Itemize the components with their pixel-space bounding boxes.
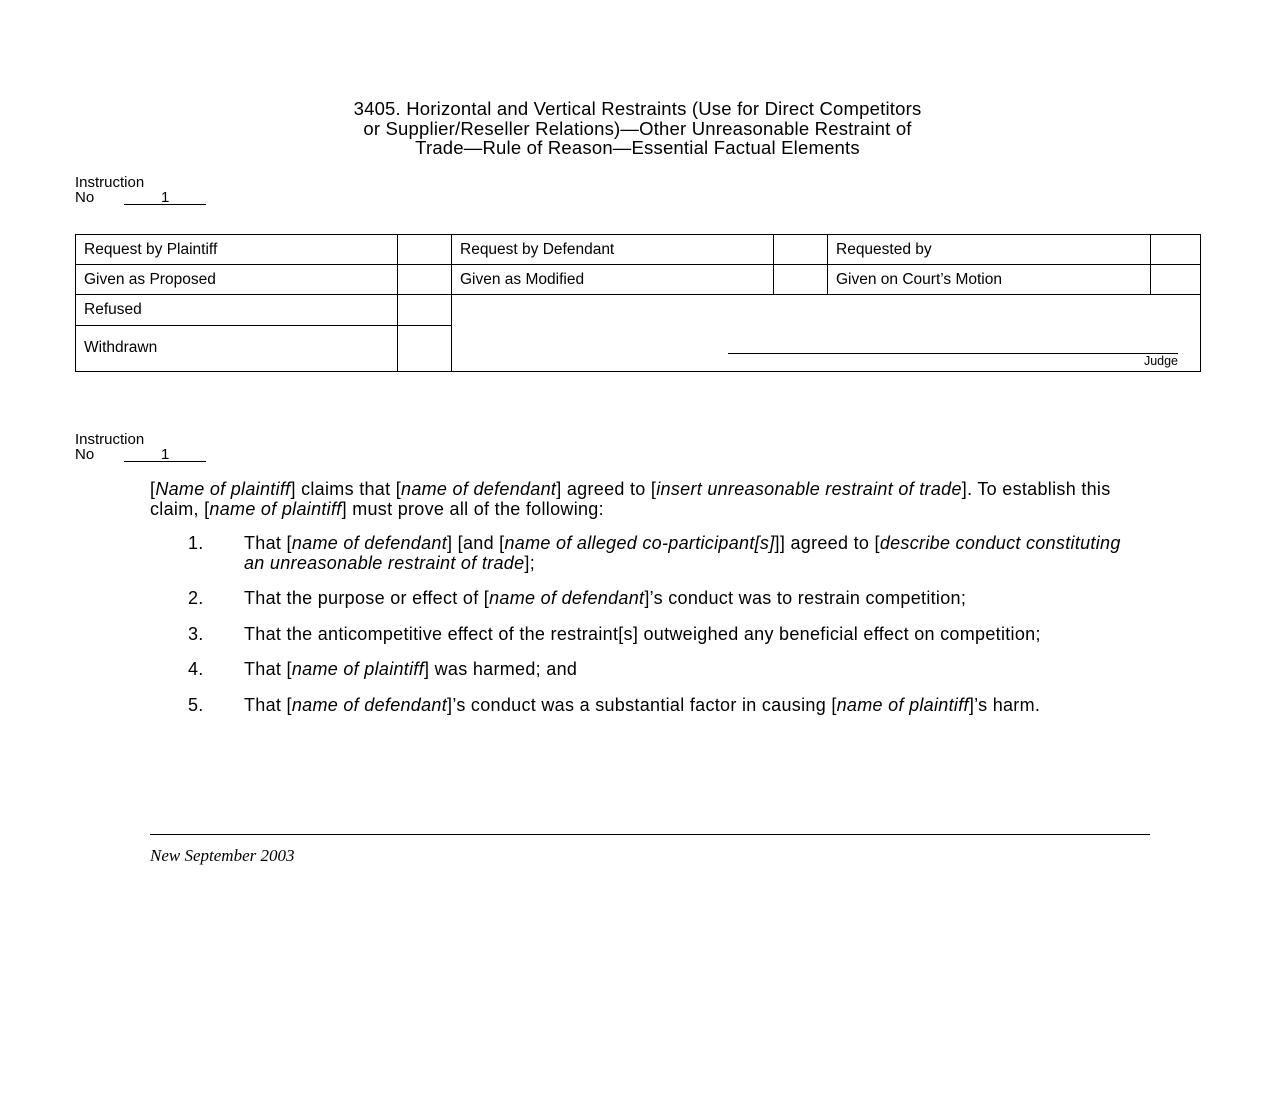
element-number: 3. bbox=[188, 623, 204, 644]
title-line-2: or Supplier/Reseller Relations)—Other Unreasonable Restraint of bbox=[363, 117, 912, 139]
title-line-3: Trade—Rule of Reason—Essential Factual Elements bbox=[415, 137, 860, 158]
requested-by-checkbox[interactable] bbox=[1151, 235, 1201, 265]
no-label: No bbox=[75, 189, 95, 206]
element-number: 5. bbox=[188, 694, 204, 715]
instruction-number-top bbox=[75, 175, 206, 205]
given-courts-motion-label: Given on Court’s Motion bbox=[828, 265, 1151, 295]
judge-signature-cell bbox=[452, 295, 1201, 372]
given-as-modified-checkbox[interactable] bbox=[774, 265, 828, 295]
instruction-label: Instruction bbox=[75, 431, 145, 448]
instruction-title bbox=[150, 99, 1125, 158]
element-number: 2. bbox=[188, 588, 204, 608]
given-as-proposed-checkbox[interactable] bbox=[398, 265, 452, 295]
instruction-number-bottom bbox=[75, 432, 206, 462]
element-item-1 bbox=[188, 534, 1140, 573]
instruction-number-field[interactable]: 1 bbox=[124, 191, 206, 205]
element-text: That the purpose or effect of [name of defendant]’s conduct was to restrain competition; bbox=[244, 588, 967, 608]
request-plaintiff-label: Request by Plaintiff bbox=[76, 235, 398, 265]
refused-label: Refused bbox=[76, 295, 398, 325]
request-defendant-checkbox[interactable] bbox=[774, 235, 828, 265]
withdrawn-checkbox[interactable] bbox=[398, 325, 452, 371]
element-item-3 bbox=[188, 625, 1140, 645]
withdrawn-label: Withdrawn bbox=[76, 325, 398, 371]
element-item-5 bbox=[188, 696, 1140, 716]
element-text: That [name of defendant]’s conduct was a substantial factor in causing [name of plaintiff]’s harm. bbox=[244, 694, 1041, 715]
element-item-2 bbox=[188, 589, 1140, 609]
footer-divider bbox=[150, 834, 1150, 835]
refused-checkbox[interactable] bbox=[398, 295, 452, 325]
instruction-number-field[interactable]: 1 bbox=[124, 448, 206, 462]
instruction-body bbox=[150, 480, 1140, 731]
requested-by-label: Requested by bbox=[828, 235, 1151, 265]
given-courts-motion-checkbox[interactable] bbox=[1151, 265, 1201, 295]
given-as-proposed-label: Given as Proposed bbox=[76, 265, 398, 295]
element-text: That the anticompetitive effect of the restraint[s] outweighed any beneficial effect on competition; bbox=[244, 623, 1041, 644]
no-label: No bbox=[75, 446, 95, 463]
request-plaintiff-checkbox[interactable] bbox=[398, 235, 452, 265]
intro-paragraph: [Name of plaintiff] claims that [name of defendant] agreed to [insert unreasonable restraint of trade]. To establish this claim, [name of plaintiff] must prove all of the following: bbox=[150, 479, 1111, 519]
element-item-4 bbox=[188, 660, 1140, 680]
given-as-modified-label: Given as Modified bbox=[452, 265, 774, 295]
judge-signature-line[interactable] bbox=[728, 353, 1178, 354]
title-line-1: 3405. Horizontal and Vertical Restraints (Use for Direct Competitors bbox=[353, 98, 922, 119]
element-number: 1. bbox=[188, 533, 204, 553]
revision-note: New September 2003 bbox=[150, 846, 295, 865]
element-text: That [name of plaintiff] was harmed; and bbox=[244, 659, 578, 679]
element-number: 4. bbox=[188, 659, 204, 679]
element-text: That [name of defendant] [and [name of alleged co-participant[s]]] agreed to [describe conduct constituting an unreasonable restraint of trade]; bbox=[244, 533, 1121, 573]
judge-label: Judge bbox=[1143, 354, 1178, 368]
request-defendant-label: Request by Defendant bbox=[452, 235, 774, 265]
request-disposition-table bbox=[75, 234, 1201, 372]
instruction-label: Instruction bbox=[75, 174, 145, 191]
